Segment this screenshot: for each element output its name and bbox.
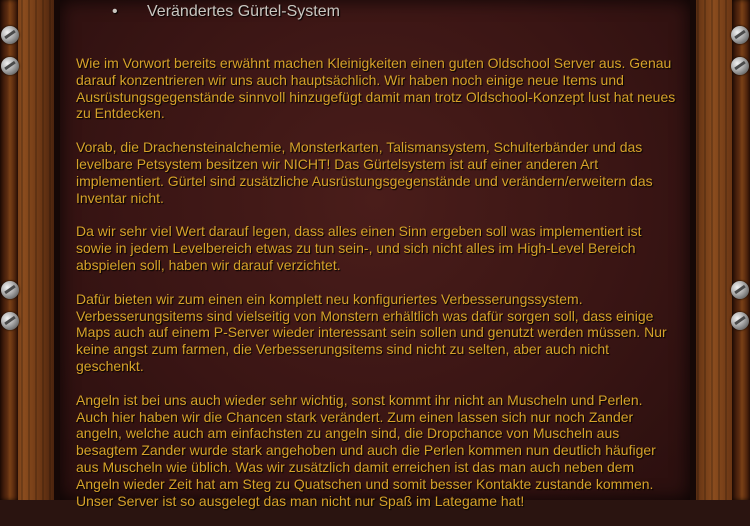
- bolt-icon: [1, 26, 19, 44]
- bolt-icon: [731, 57, 749, 75]
- bolt-icon: [1, 57, 19, 75]
- left-wooden-frame: [0, 0, 60, 500]
- left-frame-rail: [0, 0, 18, 500]
- paragraph-reasoning: Da wir sehr viel Wert darauf legen, dass alles einen Sinn ergeben soll was implementiert ist sowie in jedem Levelbereich etwas zu tun sein-, und sich nicht alles im High-Level Bereich abspielen soll, haben wir darauf verzichtet.: [76, 223, 642, 273]
- bullet-icon: •: [112, 3, 118, 20]
- bolt-icon: [1, 312, 19, 330]
- feature-list-item: [112, 3, 340, 21]
- paragraph-intro: Wie im Vorwort bereits erwähnt machen Kleinigkeiten einen guten Oldschool Server aus. Genau darauf konzentrieren wir uns auch hauptsächlich. Wir haben noch einige neue Items und Ausrüstungsgegenstände sinnvoll hinzugefügt damit man trotz Oldschool-Konzept lust hat neues zu Entdecken.: [76, 55, 676, 122]
- paragraph-not-included: Vorab, die Drachensteinalchemie, Monsterkarten, Talismansystem, Schulterbänder und das levelbare Petsystem besitzen wir NICHT! Das Gürtelsystem ist auf einer anderen Art implementiert. Gürtel sind zusätzliche Ausrüstungsgegenstände und verändern/erweitern das Inventar nicht.: [76, 139, 653, 206]
- paragraph-upgrade-system: Dafür bieten wir zum einen ein komplett neu konfiguriertes Verbesserungssystem. Verbesserungsitems sind vielseitig von Monstern erhältlich was dafür sorgen soll, dass einige Maps auch auf einem P-Server wieder interessant sein sollen und genutzt werden müssen. Nur keine angst zum farmen, die Verbesserungsitems sind nicht zu selten, aber auch nicht geschenkt.: [76, 290, 667, 374]
- bolt-icon: [731, 26, 749, 44]
- right-frame-rail: [732, 0, 750, 500]
- bolt-icon: [731, 281, 749, 299]
- paragraph-fishing: Angeln ist bei uns auch wieder sehr wichtig, sonst kommt ihr nicht an Muscheln und Perlen. Auch hier haben wir die Chancen stark verändert. Zum einen lassen sich nur noch Zander angeln, welche auch am einfachsten zu angeln sind, die Dropchance von Muscheln aus besagtem Zander wurde stark angehoben und auch die Perlen kommen nun deutlich häufiger aus Muscheln wie üblich. Was wir zusätzlich damit erreichen ist das man auch neben dem Angeln wieder Zeit hat am Steg zu Quatschen und somit besser Kontakte zustande kommen. Unser Server ist so ausgelegt das man nicht nur Spaß im Lategame hat!: [76, 391, 656, 509]
- right-frame-edge: [690, 0, 696, 500]
- bolt-icon: [1, 281, 19, 299]
- right-wooden-frame: [690, 0, 750, 500]
- feature-item-label: Verändertes Gürtel-System: [147, 3, 340, 20]
- article-body: [76, 55, 676, 526]
- content-panel: [60, 0, 690, 509]
- bolt-icon: [731, 312, 749, 330]
